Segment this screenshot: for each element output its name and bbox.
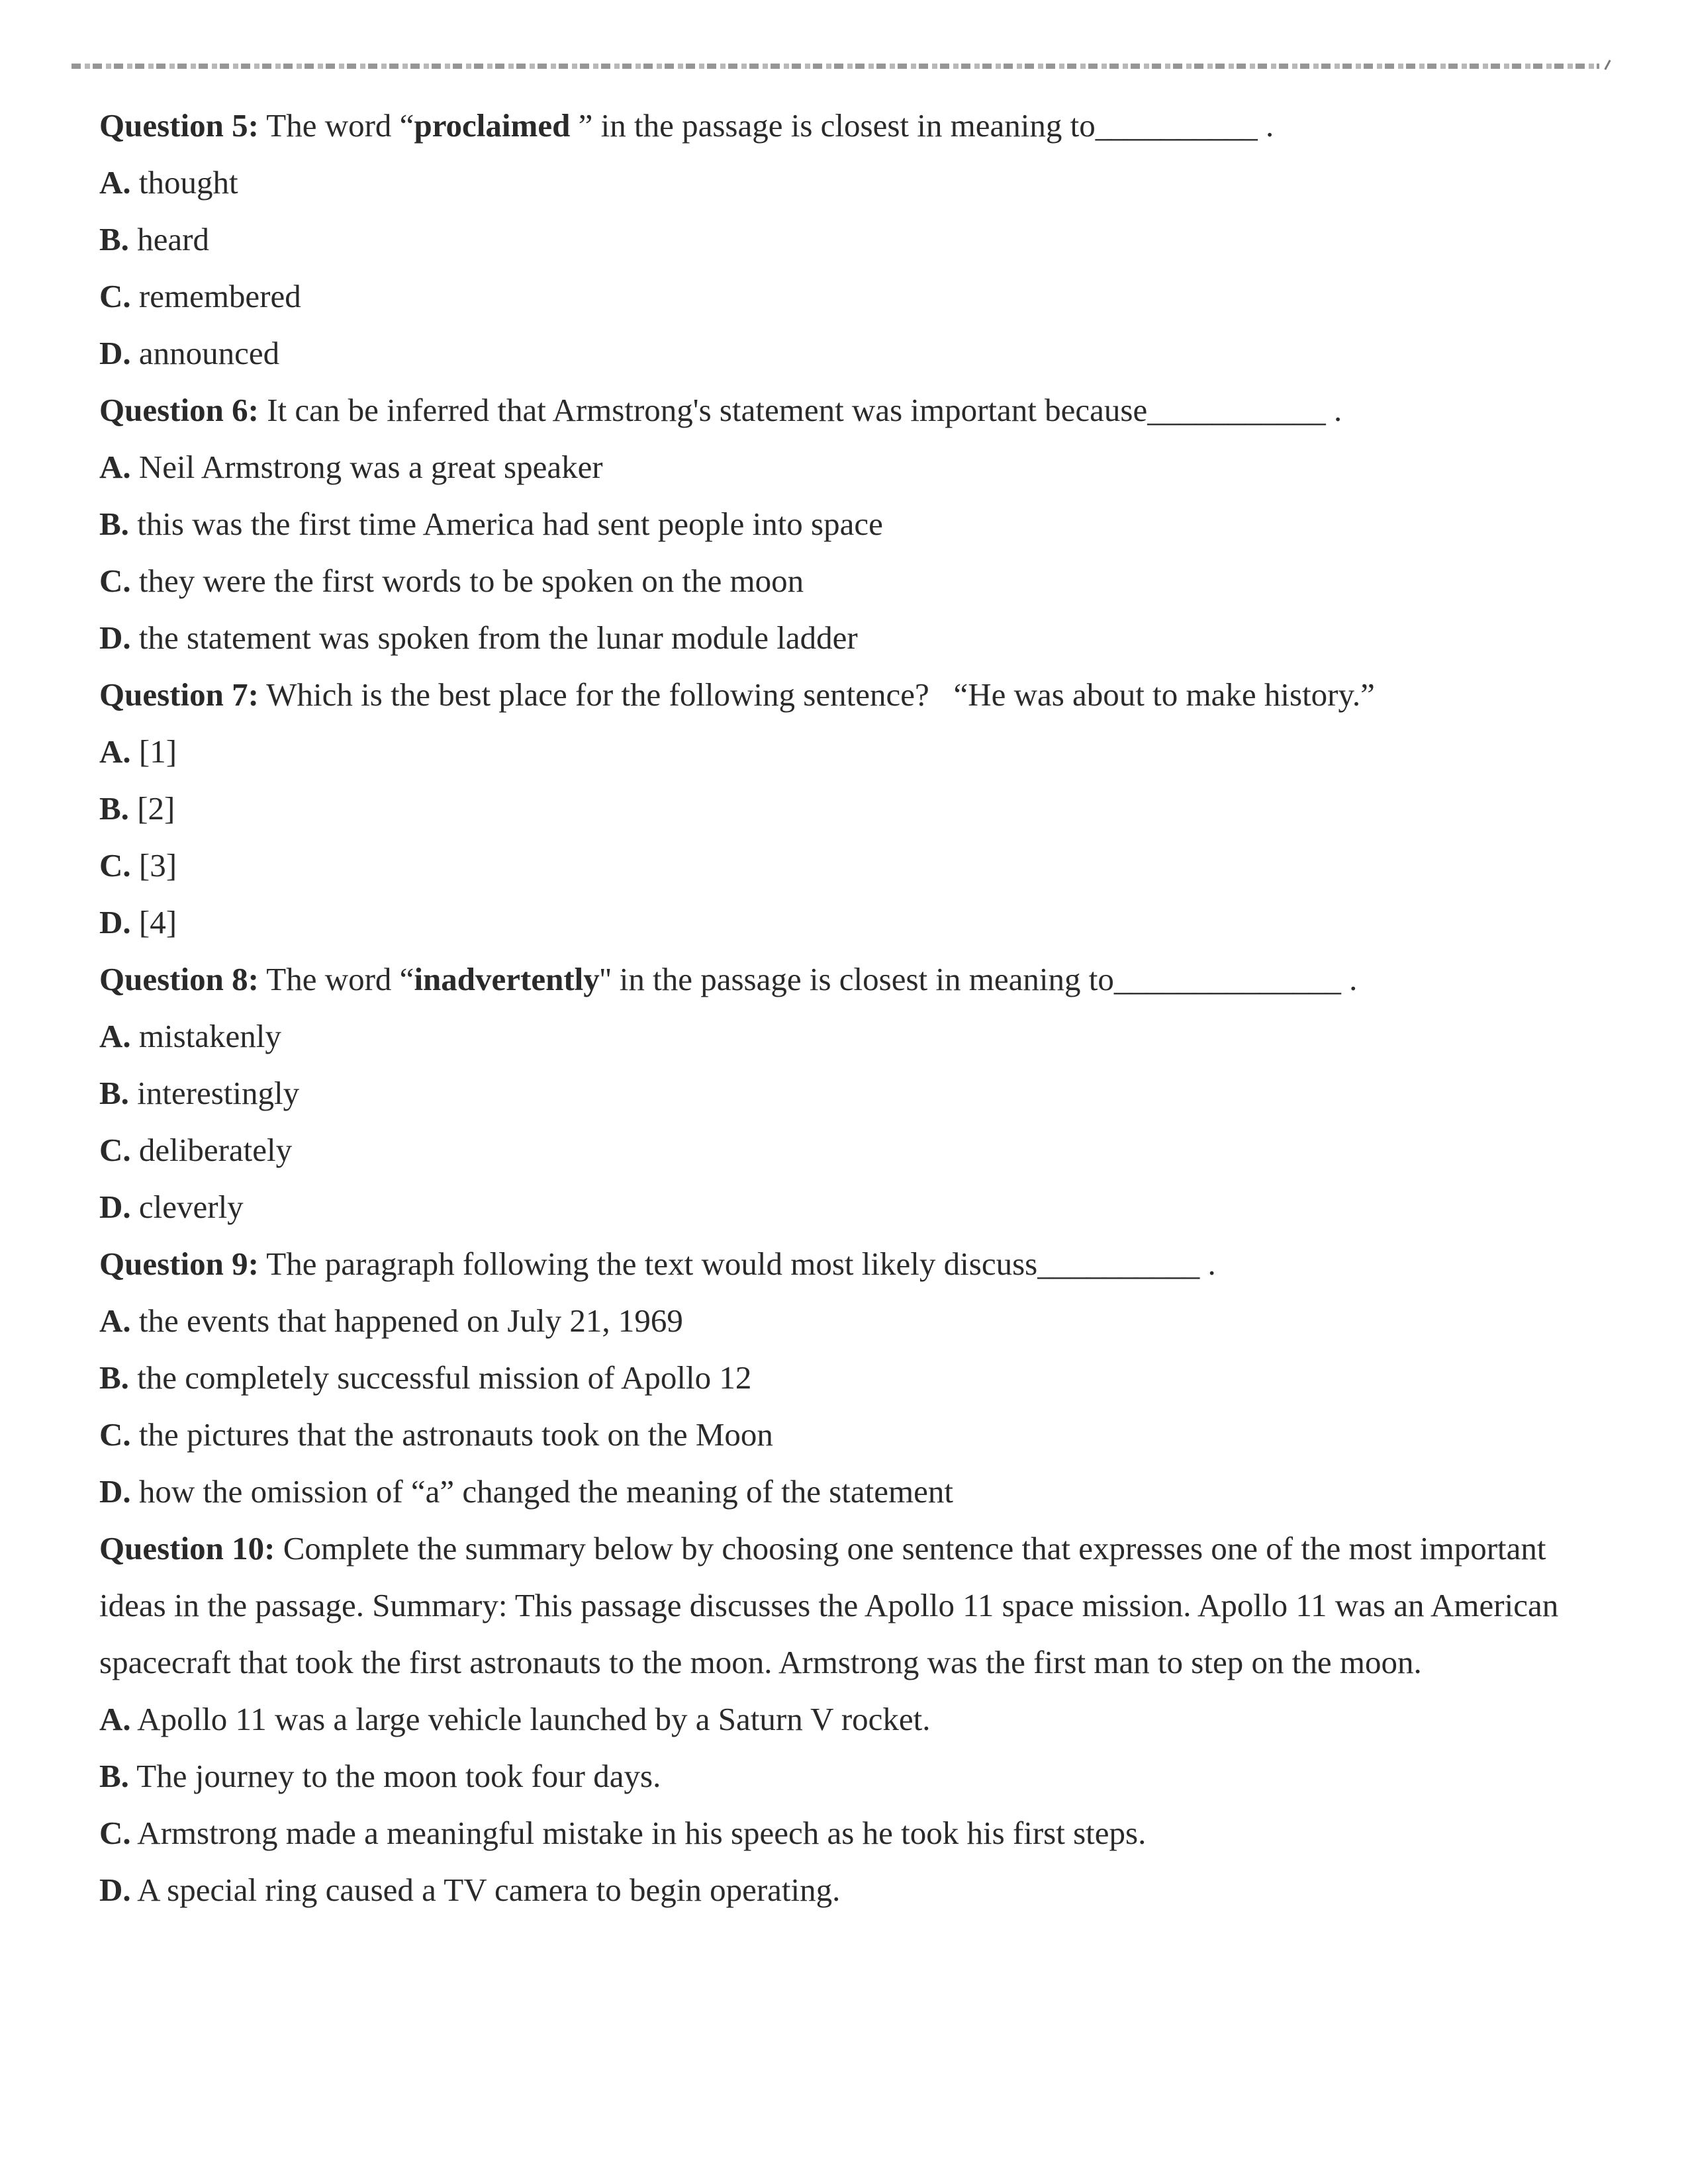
- option-letter: D.: [99, 335, 131, 371]
- option-text: mistakenly: [130, 1018, 281, 1054]
- option-text: interestingly: [128, 1075, 300, 1111]
- question-end: .: [1257, 107, 1274, 144]
- option-text: [3]: [130, 847, 177, 884]
- option-letter: D.: [99, 1872, 131, 1908]
- question-6-stem: [99, 382, 1589, 439]
- option-text: heard: [128, 221, 210, 257]
- option-a: [99, 154, 1589, 211]
- option-letter: D.: [99, 619, 131, 656]
- question-text: The word “: [258, 961, 414, 997]
- option-b: [99, 1748, 1589, 1805]
- option-text: the completely successful mission of Apollo 12: [128, 1359, 752, 1396]
- option-letter: A.: [99, 1018, 131, 1054]
- option-a: [99, 723, 1589, 780]
- option-letter: B.: [99, 506, 129, 542]
- option-letter: D.: [99, 904, 131, 940]
- option-d: [99, 1862, 1589, 1919]
- option-text: A special ring caused a TV camera to begin operating.: [130, 1872, 841, 1908]
- option-b: [99, 1065, 1589, 1122]
- answer-blank: __________: [1037, 1246, 1200, 1282]
- option-letter: C.: [99, 1416, 131, 1453]
- answer-blank: ___________: [1147, 392, 1326, 428]
- option-letter: C.: [99, 1815, 131, 1851]
- top-dashed-rule: [71, 64, 1599, 69]
- option-letter: D.: [99, 1473, 131, 1510]
- keyword: proclaimed: [414, 107, 571, 144]
- option-c: [99, 837, 1589, 894]
- option-letter: D.: [99, 1189, 131, 1225]
- option-text: cleverly: [130, 1189, 244, 1225]
- option-letter: B.: [99, 221, 129, 257]
- question-label: Question 5:: [99, 107, 259, 144]
- option-text: announced: [130, 335, 280, 371]
- option-letter: A.: [99, 1701, 131, 1737]
- option-letter: C.: [99, 1132, 131, 1168]
- option-b: [99, 1349, 1589, 1406]
- option-text: this was the first time America had sent people into space: [128, 506, 883, 542]
- option-text: how the omission of “a” changed the meaning of the statement: [130, 1473, 953, 1510]
- question-8-stem: [99, 951, 1589, 1008]
- answer-blank: ______________: [1113, 961, 1341, 997]
- question-label: Question 10:: [99, 1530, 275, 1567]
- option-letter: C.: [99, 563, 131, 599]
- option-letter: B.: [99, 1075, 129, 1111]
- option-text: Neil Armstrong was a great speaker: [130, 449, 603, 485]
- option-text: [2]: [128, 790, 175, 827]
- option-a: [99, 1008, 1589, 1065]
- question-text: The paragraph following the text would most likely discuss: [258, 1246, 1038, 1282]
- option-c: [99, 1406, 1589, 1463]
- option-letter: A.: [99, 164, 131, 201]
- option-text: Apollo 11 was a large vehicle launched by a Saturn V rocket.: [130, 1701, 931, 1737]
- option-text: they were the first words to be spoken on the moon: [130, 563, 804, 599]
- question-text: '' in the passage is closest in meaning to: [599, 961, 1114, 997]
- option-text: deliberately: [130, 1132, 293, 1168]
- question-label: Question 9:: [99, 1246, 259, 1282]
- question-text: Complete the summary below by choosing one sentence that expresses one of the most important ideas in the passage. Summary: This passage discusses the Apollo 11 space mission. Apollo 11 was an American spacecraft that took the first astronauts to the moon. Armstrong was the first man to step on the moon.: [99, 1530, 1559, 1680]
- option-letter: B.: [99, 790, 129, 827]
- option-d: [99, 894, 1589, 951]
- option-letter: C.: [99, 278, 131, 314]
- option-b: [99, 780, 1589, 837]
- question-text: The word “: [258, 107, 414, 144]
- option-a: [99, 1293, 1589, 1349]
- option-d: [99, 610, 1589, 666]
- question-text: ” in the passage is closest in meaning to: [570, 107, 1096, 144]
- option-text: Armstrong made a meaningful mistake in his speech as he took his first steps.: [130, 1815, 1147, 1851]
- question-5-stem: [99, 97, 1589, 154]
- option-text: the events that happened on July 21, 1969: [130, 1302, 683, 1339]
- keyword: inadvertently: [414, 961, 600, 997]
- option-text: the pictures that the astronauts took on the Moon: [130, 1416, 773, 1453]
- option-text: thought: [130, 164, 238, 201]
- question-list: [99, 97, 1589, 1919]
- option-text: remembered: [130, 278, 301, 314]
- option-letter: A.: [99, 733, 131, 770]
- question-label: Question 8:: [99, 961, 259, 997]
- option-letter: C.: [99, 847, 131, 884]
- option-a: [99, 439, 1589, 496]
- question-text: Which is the best place for the following sentence? “He was about to make history.”: [258, 676, 1375, 713]
- option-b: [99, 211, 1589, 268]
- option-d: [99, 1463, 1589, 1520]
- option-text: [1]: [130, 733, 177, 770]
- option-letter: B.: [99, 1359, 129, 1396]
- option-d: [99, 1179, 1589, 1236]
- question-label: Question 7:: [99, 676, 259, 713]
- option-d: [99, 325, 1589, 382]
- option-text: [4]: [130, 904, 177, 940]
- option-c: [99, 1122, 1589, 1179]
- question-end: .: [1340, 961, 1358, 997]
- question-end: .: [1199, 1246, 1216, 1282]
- question-10-stem: [99, 1520, 1589, 1691]
- option-c: [99, 1805, 1589, 1862]
- question-end: .: [1325, 392, 1342, 428]
- option-a: [99, 1691, 1589, 1748]
- question-7-stem: [99, 666, 1589, 723]
- question-text: It can be inferred that Armstrong's statement was important because: [258, 392, 1148, 428]
- question-9-stem: [99, 1236, 1589, 1293]
- question-label: Question 6:: [99, 392, 259, 428]
- option-letter: B.: [99, 1758, 129, 1794]
- option-text: the statement was spoken from the lunar module ladder: [130, 619, 858, 656]
- option-c: [99, 268, 1589, 325]
- option-c: [99, 553, 1589, 610]
- option-letter: A.: [99, 1302, 131, 1339]
- option-text: The journey to the moon took four days.: [128, 1758, 661, 1794]
- option-b: [99, 496, 1589, 553]
- answer-blank: __________: [1095, 107, 1258, 144]
- option-letter: A.: [99, 449, 131, 485]
